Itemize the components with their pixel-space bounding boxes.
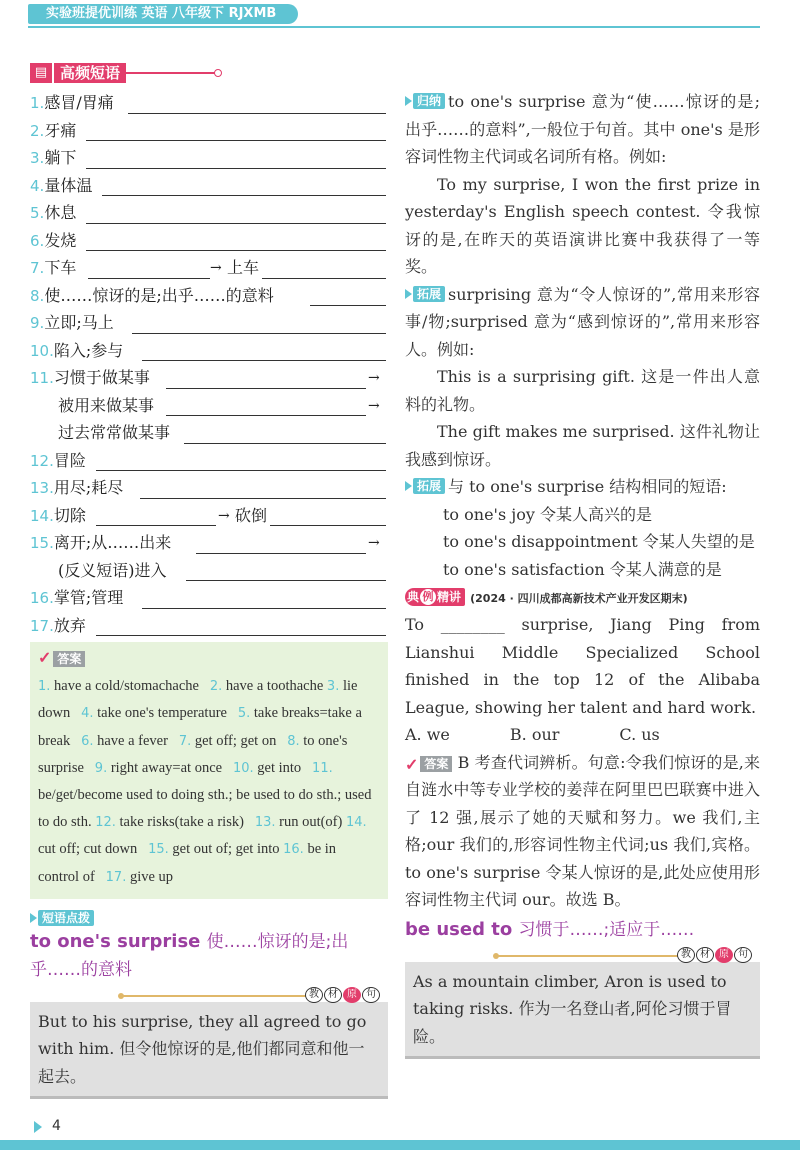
dianli-head xyxy=(405,585,760,611)
answer-blank[interactable] xyxy=(186,580,386,581)
answer-blank[interactable] xyxy=(88,278,210,279)
footer-arrow-icon xyxy=(34,1121,42,1133)
answer-blank[interactable] xyxy=(142,608,386,609)
vocab-item-6: 6.发烧 xyxy=(30,228,388,256)
tuozhan-phrase-3: to one's satisfaction 令某人满意的是 xyxy=(443,559,722,579)
header-band xyxy=(0,0,800,30)
tuozhan-tag-2: 拓展 xyxy=(405,478,445,494)
vocab-item-15: 15.离开;从……出来 → xyxy=(30,530,388,558)
vocab-item-12: 12.冒险 xyxy=(30,448,388,476)
vocab-item-8: 8.使……惊讶的是;出乎……的意料 xyxy=(30,283,388,311)
vocab-item-9: 9.立即;马上 xyxy=(30,310,388,338)
header-title: 实验班提优训练 英语 八年级下 RJXMB xyxy=(28,4,298,24)
question-options xyxy=(405,721,760,749)
vocab-item-5: 5.休息 xyxy=(30,200,388,228)
vocab-list xyxy=(30,90,388,640)
arrow-right-icon: → xyxy=(368,397,380,414)
triangle-icon xyxy=(30,913,37,923)
guina-example: To my surprise, I won the first prize in yesterday's English speech contest. 令我惊讶的是,在昨天的英语演讲比赛中我获得了一等奖。 xyxy=(405,174,760,276)
page-number: 4 xyxy=(52,1118,61,1134)
answer-blank[interactable] xyxy=(128,113,386,114)
triangle-icon xyxy=(405,289,412,299)
tuozhan-tag-1: 拓展 xyxy=(405,286,445,302)
triangle-icon xyxy=(405,96,412,106)
textbook-badge: 教 材 原 句 xyxy=(305,987,380,1003)
answer-blank[interactable] xyxy=(96,470,386,471)
answer-blank[interactable] xyxy=(86,250,386,251)
tuozhan-example-1: This is a surprising gift. 这是一件出人意料的礼物。 xyxy=(405,367,760,414)
textbook-bar-line xyxy=(497,955,694,957)
vocab-item-17: 17.放弃 xyxy=(30,613,388,641)
book-icon: ▤ xyxy=(30,63,52,83)
arrow-right-icon: → xyxy=(368,535,380,551)
vocab-item-16: 16.掌管;管理 xyxy=(30,585,388,613)
tuozhan-paragraph-2: 拓展 与 to one's surprise 结构相同的短语: xyxy=(405,473,760,501)
vocab-item-3: 3.躺下 xyxy=(30,145,388,173)
answer-blank[interactable] xyxy=(166,388,366,389)
vocab-item-11c: 过去常常做某事 xyxy=(30,420,388,448)
triangle-icon xyxy=(405,481,412,491)
vocab-item-10: 10.陷入;参与 xyxy=(30,338,388,366)
question-text: To ________ surprise, Jiang Ping from Lianshui Middle Specialized School finished in the top 12 of the Alibaba League, showing her talent and hard work. xyxy=(405,615,760,717)
vocab-item-11: 11.习惯于做某事 → xyxy=(30,365,388,393)
arrow-right-icon: → xyxy=(368,370,380,386)
textbook-badge: 教 材 原 句 xyxy=(677,947,752,963)
answer-box xyxy=(30,642,388,899)
section-head-line xyxy=(126,72,216,74)
header-rule xyxy=(28,26,760,28)
tuozhan-phrase-2: to one's disappointment 令某人失望的是 xyxy=(443,532,755,551)
vocab-section-title: 高频短语 xyxy=(54,63,126,83)
answer-blank[interactable] xyxy=(96,525,216,526)
footer-band xyxy=(0,1140,800,1150)
check-icon: ✓ xyxy=(38,650,52,667)
dianli-source: (2024 · 四川成都高新技术产业开发区期末) xyxy=(470,592,688,605)
right-column xyxy=(405,88,760,1059)
arrow-right-icon: → xyxy=(210,260,222,276)
tuozhan-example-2: The gift makes me surprised. 这件礼物让我感到惊讶。 xyxy=(405,422,760,469)
answer-blank[interactable] xyxy=(184,443,386,444)
guina-tag: 归纳 xyxy=(405,93,445,109)
textbook-bar-line xyxy=(122,995,322,997)
answer-blank[interactable] xyxy=(86,168,386,169)
answer-blank[interactable] xyxy=(166,415,366,416)
option-a[interactable]: A. we xyxy=(405,725,450,744)
vocab-section-head xyxy=(30,62,388,84)
phrase-note-tag: 短语点拨 xyxy=(30,910,94,926)
answer-blank[interactable] xyxy=(96,635,386,636)
phrase-note-tag-row xyxy=(30,909,388,928)
answer-blank[interactable] xyxy=(142,360,386,361)
dianli-tag: 典 例 精讲 xyxy=(405,588,465,606)
answer-blank[interactable] xyxy=(270,525,386,526)
vocab-item-7: 7.下车 → 上车 xyxy=(30,255,388,283)
answer-tag: ✓ 答案 xyxy=(38,650,85,668)
textbook-sentence-bar-2 xyxy=(405,948,760,962)
answer-blank[interactable] xyxy=(310,305,386,306)
tuozhan-paragraph-1: 拓展 surprising 意为“令人惊讶的”,常用来形容事/物;surprised 意为“感到惊讶的”,常用来形容人。例如: This is a surprising gift. 这是一件出人意料的礼物。 The gift makes me surprised. 这件礼物让我感到惊讶。 xyxy=(405,281,760,474)
option-b[interactable]: B. our xyxy=(509,725,560,744)
tuozhan-phrase-1: to one's joy 令某人高兴的是 xyxy=(443,504,652,524)
answer-blank[interactable] xyxy=(140,498,386,499)
phrase-heading-1: to one's surprise 使……惊讶的是;出乎……的意料 xyxy=(30,930,349,980)
phrase-heading-2: be used to 习惯于……;适应于…… xyxy=(405,918,695,940)
option-c[interactable]: C. us xyxy=(619,725,660,744)
vocab-item-15b: (反义短语)进入 xyxy=(30,558,388,586)
textbook-sentence-bar xyxy=(30,988,388,1002)
arrow-right-icon: → xyxy=(218,507,230,524)
vocab-item-14: 14.切除 → 砍倒 xyxy=(30,503,388,531)
vocab-item-2: 2.牙痛 xyxy=(30,118,388,146)
guina-paragraph: 归纳 to one's surprise 意为“使……惊讶的是;出乎……的意料”,一般位于句首。其中 one's 是形容词性物主代词或名词所有格。例如: To my surprise, I won the first prize in yesterday's English speech contest. 令我惊讶的是,在昨天的英语演讲比赛中我获得了一等奖。 xyxy=(405,88,760,281)
answer-blank[interactable] xyxy=(262,278,386,279)
check-icon: ✓ xyxy=(405,754,419,774)
answer-tag-right: ✓ 答案 xyxy=(405,755,452,773)
vocab-item-1: 1.感冒/胃痛 xyxy=(30,90,388,118)
answer-blank[interactable] xyxy=(86,140,386,141)
vocab-item-4: 4.量体温 xyxy=(30,173,388,201)
answer-blank[interactable] xyxy=(102,195,386,196)
answer-text: 1. have a cold/stomachache 2. have a toothache 3. lie down 4. take one's temperature 5. take breaks=take a break 6. have a fever 7. get off; get on 8. to one's surprise 9. right away=at once 10. get into 11. be/get/become used to doing sth.; be used to do sth.; used to do sth. 12. take risks(take a risk) 13. run out(of) 14. cut off; cut down 15. get out of; get into 16. be in control of 17. give up xyxy=(38,678,372,885)
answer-blank[interactable] xyxy=(86,223,386,224)
answer-explanation: ✓ 答案 B 考查代词辨析。句意:令我们惊讶的是,来自涟水中等专业学校的姜萍在阿里巴巴联赛中进入了 12 强,展示了她的天赋和努力。we 我们,主格;our 我们的,形容词性物主代词;us 我们,宾格。to one's surprise 令某人惊讶的是,此处应使用形容词性物主代词 our。故选 B。 xyxy=(405,752,760,909)
example-box-2: As a mountain climber, Aron is used to taking risks. 作为一名登山者,阿伦习惯于冒险。 xyxy=(405,962,760,1060)
left-column xyxy=(30,62,388,1099)
vocab-item-11b: 被用来做某事 → xyxy=(30,393,388,421)
answer-blank[interactable] xyxy=(196,553,366,554)
answer-blank[interactable] xyxy=(132,333,386,334)
example-box-1: But to his surprise, they all agreed to go with him. 但令他惊讶的是,他们都同意和他一起去。 xyxy=(30,1002,388,1100)
vocab-item-13: 13.用尽;耗尽 xyxy=(30,475,388,503)
